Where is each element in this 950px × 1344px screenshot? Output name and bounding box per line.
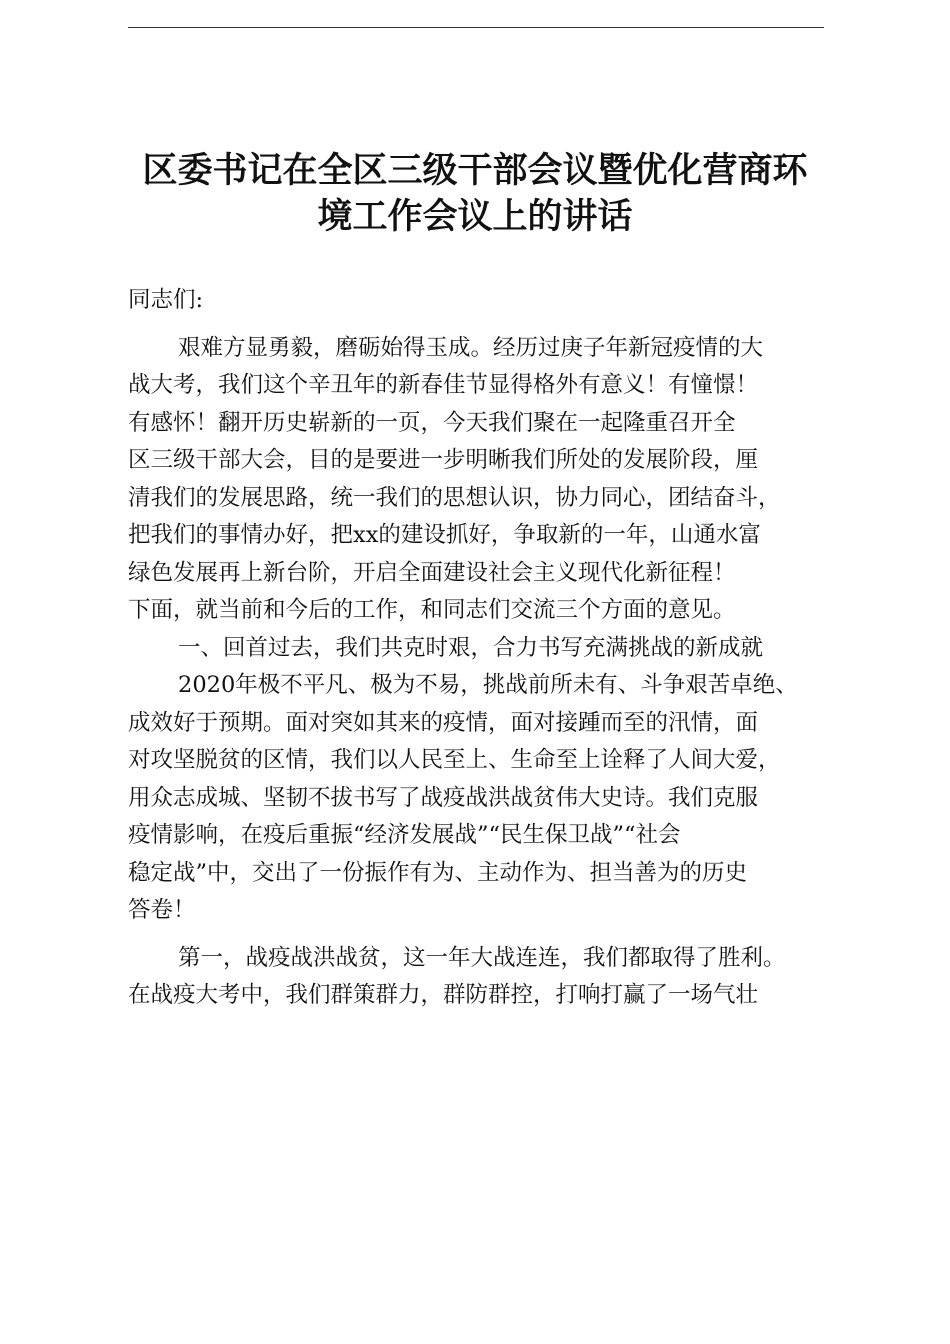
paragraph-line: 2020年极不平凡、极为不易，挑战前所未有、斗争艰苦卓绝、 xyxy=(178,672,798,698)
paragraph-line: 成效好于预期。面对突如其来的疫情，面对接踵而至的汛情，面 xyxy=(128,709,759,736)
paragraph-line: 稳定战”中，交出了一份振作有为、主动作为、担当善为的历史 xyxy=(128,859,748,886)
paragraph-line: 战大考，我们这个辛丑年的新春佳节显得格外有意义！有憧憬！ xyxy=(128,372,759,398)
document-title xyxy=(100,148,850,240)
header-rule xyxy=(128,27,824,28)
paragraph-line: 绿色发展再上新台阶，开启全面建设社会主义现代化新征程！ xyxy=(128,559,736,586)
paragraph-line: 答卷！ xyxy=(128,897,196,923)
paragraph-line: 清我们的发展思路，统一我们的思想认识，协力同心，团结奋斗， xyxy=(128,484,781,511)
paragraph-line: 艰难方显勇毅，磨砺始得玉成。经历过庚子年新冠疫情的大 xyxy=(178,334,764,361)
paragraph-line: 有感怀！翻开历史崭新的一页，今天我们聚在一起隆重召开全 xyxy=(128,409,736,436)
paragraph-line: 把我们的事情办好，把xx的建设抓好，争取新的一年，山通水富 xyxy=(128,522,761,548)
paragraph-line: 疫情影响，在疫后重振“经济发展战”“民生保卫战”“社会 xyxy=(128,822,681,848)
document-body xyxy=(128,282,828,1015)
paragraph-line: 第一，战疫战洪战贫，这一年大战连连，我们都取得了胜利。 xyxy=(178,944,786,971)
paragraph-line: 在战疫大考中，我们群策群力，群防群控，打响打赢了一场气壮 xyxy=(128,982,759,1008)
title-line-2: 境工作会议上的讲话 xyxy=(317,197,633,237)
paragraph-line: 下面，就当前和今后的工作，和同志们交流三个方面的意见。 xyxy=(128,597,736,623)
paragraph-line: 区三级干部大会，目的是要进一步明晰我们所处的发展阶段，厘 xyxy=(128,447,759,473)
paragraph-line: 用众志成城、坚韧不拔书写了战疫战洪战贫伟大史诗。我们克服 xyxy=(128,784,759,811)
paragraph-line: 对攻坚脱贫的区情，我们以人民至上、生命至上诠释了人间大爱， xyxy=(128,747,781,773)
salutation: 同志们: xyxy=(128,287,204,313)
section-heading: 一、回首过去，我们共克时艰，合力书写充满挑战的新成就 xyxy=(178,634,764,661)
title-line-1: 区委书记在全区三级干部会议暨优化营商环 xyxy=(142,151,808,191)
